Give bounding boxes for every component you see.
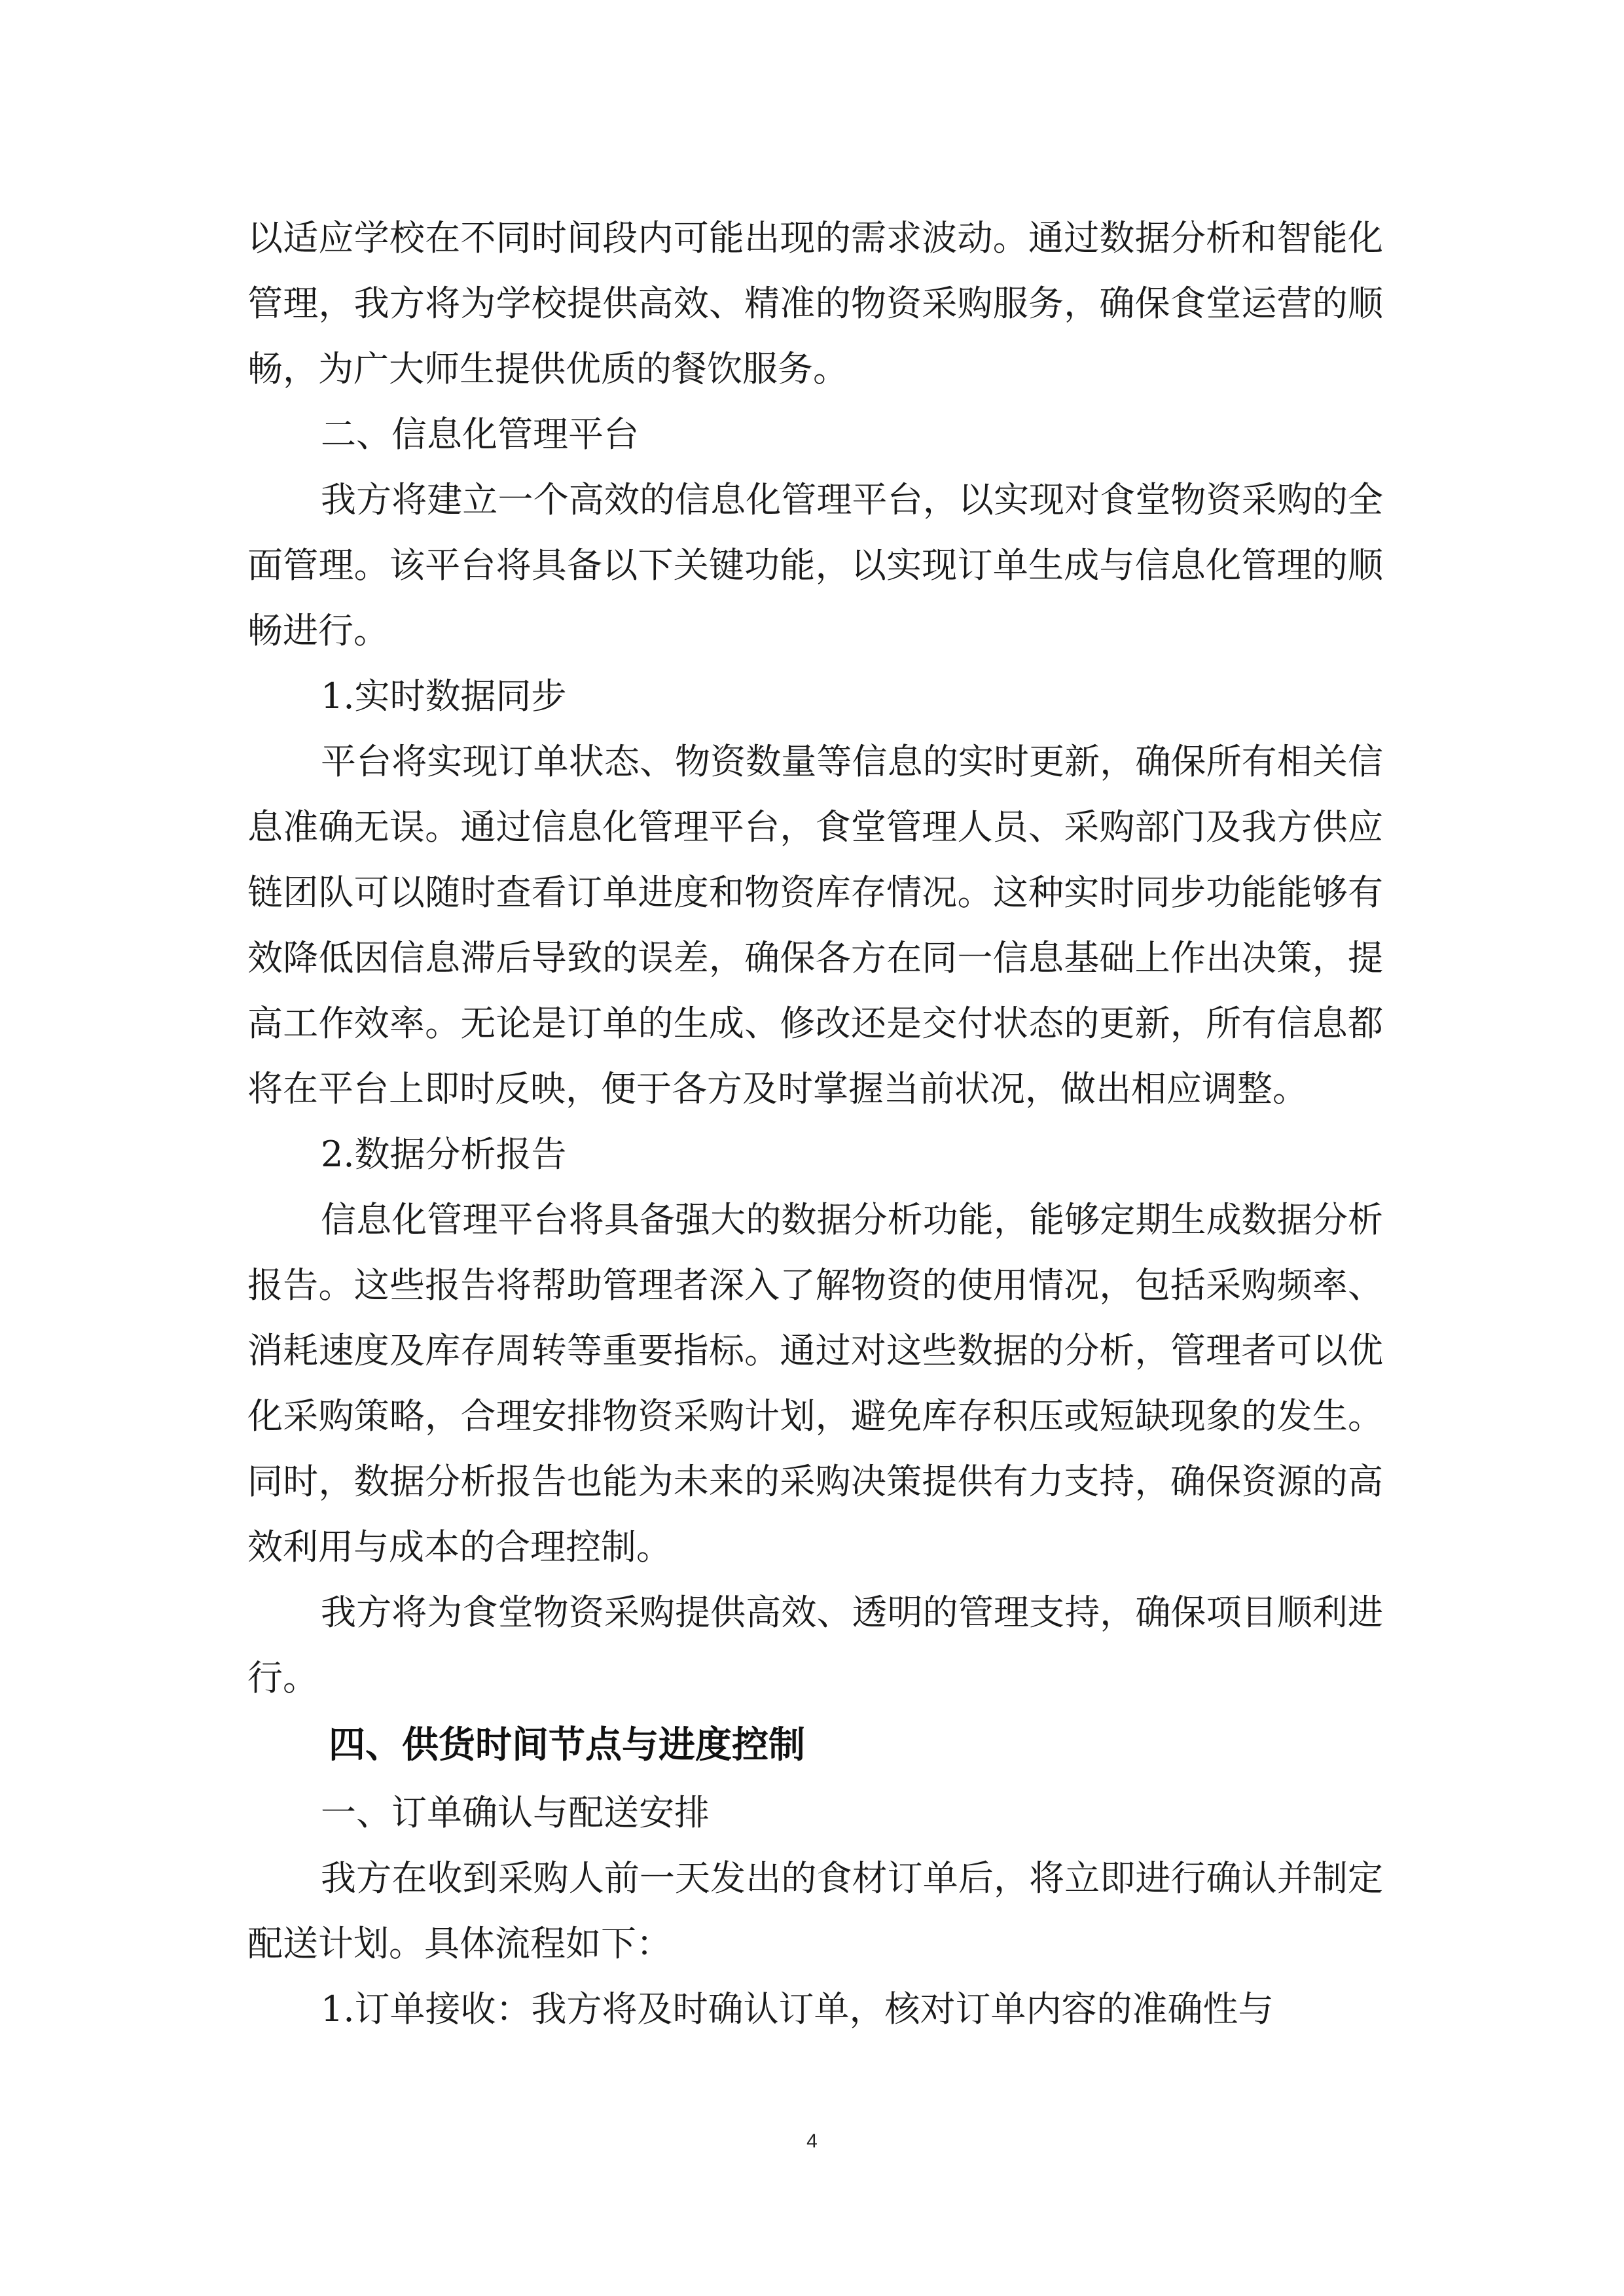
subheading-order-confirmation: 一、订单确认与配送安排	[321, 1792, 710, 1833]
paragraph-continuation: 以适应学校在不同时间段内可能出现的需求波动。通过数据分析和智能化管理，我方将为学校提供高效、精准的物资采购服务，确保食堂运营的顺畅，为广大师生提供优质的餐饮服务。	[247, 217, 1383, 389]
paragraph-platform-intro: 我方将建立一个高效的信息化管理平台，以实现对食堂物资采购的全面管理。该平台将具备以下关键功能，以实现订单生成与信息化管理的顺畅进行。	[247, 479, 1383, 651]
page-body	[247, 206, 1383, 2042]
section-heading-supply-schedule: 四、供货时间节点与进度控制	[329, 1724, 805, 1767]
paragraph-realtime-sync: 平台将实现订单状态、物资数量等信息的实时更新，确保所有相关信息准确无误。通过信息化管理平台，食堂管理人员、采购部门及我方供应链团队可以随时查看订单进度和物资库存情况。这种实时同步功能能够有效降低因信息滞后导致的误差，确保各方在同一信息基础上作出决策，提高工作效率。无论是订单的生成、修改还是交付状态的更新，所有信息都将在平台上即时反映，便于各方及时掌握当前状况，做出相应调整。	[247, 741, 1383, 1109]
list-item-order-receipt: 1.订单接收：我方将及时确认订单，核对订单内容的准确性与	[321, 1988, 1274, 2030]
subheading-realtime-sync: 1.实时数据同步	[321, 675, 567, 717]
subheading-info-platform: 二、信息化管理平台	[321, 414, 639, 455]
paragraph-order-process: 我方在收到采购人前一天发出的食材订单后，将立即进行确认并制定配送计划。具体流程如下：	[247, 1857, 1383, 1964]
paragraph-summary: 我方将为食堂物资采购提供高效、透明的管理支持，确保项目顺利进行。	[247, 1592, 1383, 1698]
page-number: 4	[806, 2130, 818, 2152]
subheading-data-report: 2.数据分析报告	[321, 1134, 567, 1175]
paragraph-data-report: 信息化管理平台将具备强大的数据分析功能，能够定期生成数据分析报告。这些报告将帮助管理者深入了解物资的使用情况，包括采购频率、消耗速度及库存周转等重要指标。通过对这些数据的分析，管理者可以优化采购策略，合理安排物资采购计划，避免库存积压或短缺现象的发生。同时，数据分析报告也能为未来的采购决策提供有力支持，确保资源的高效利用与成本的合理控制。	[247, 1199, 1383, 1568]
